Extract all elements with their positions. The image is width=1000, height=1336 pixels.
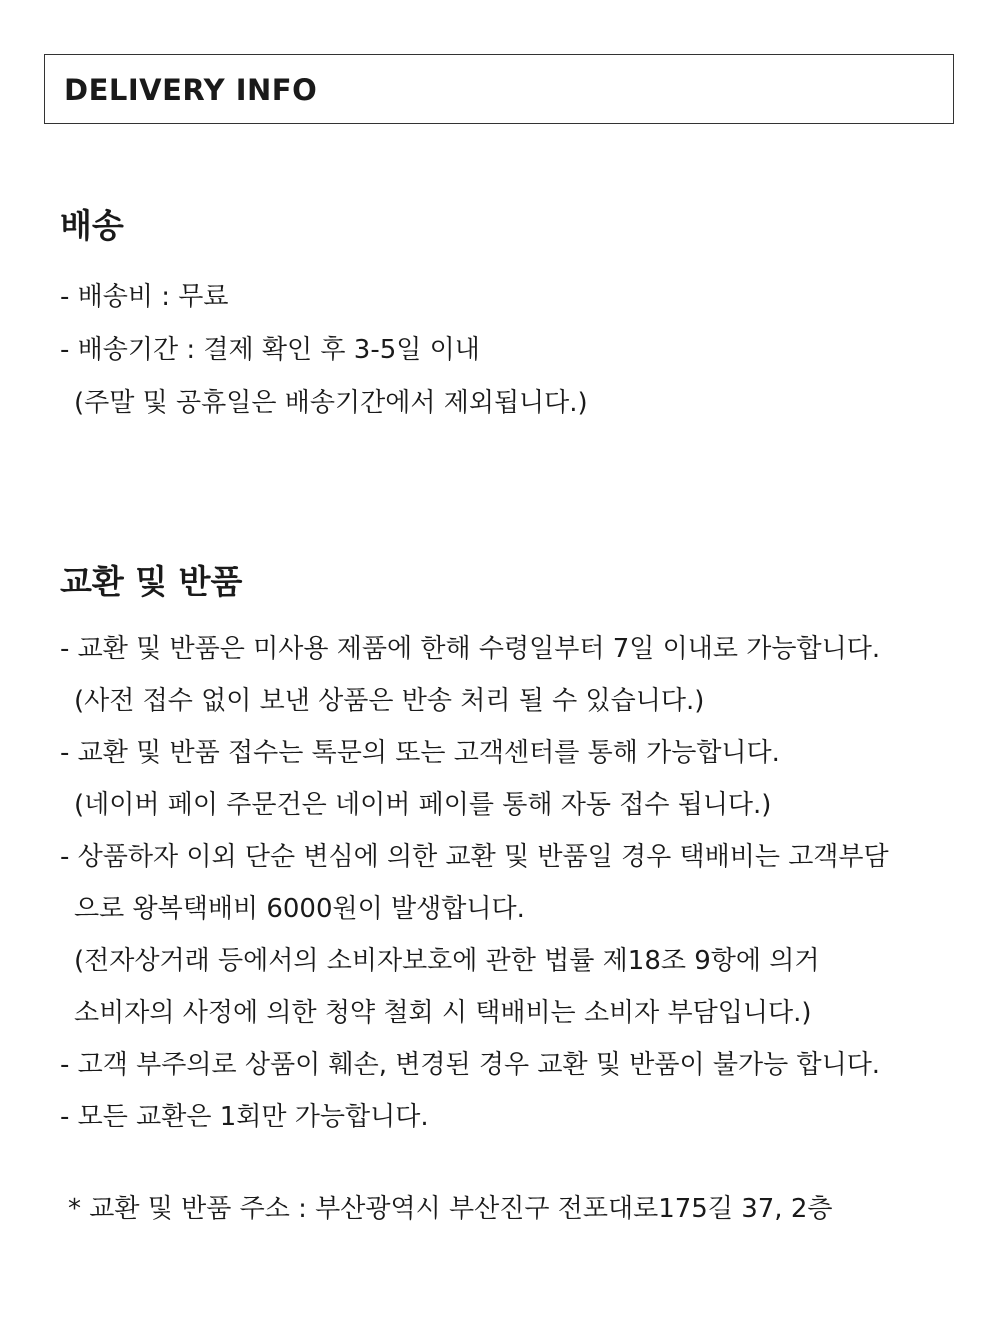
- shipping-period-line: - 배송기간 : 결제 확인 후 3-5일 이내: [60, 335, 480, 365]
- returns-line: (사전 접수 없이 보낸 상품은 반송 처리 될 수 있습니다.): [74, 686, 705, 716]
- shipping-period-note: (주말 및 공휴일은 배송기간에서 제외됩니다.): [74, 388, 588, 418]
- shipping-section-title: 배송: [60, 206, 124, 245]
- returns-line: - 교환 및 반품은 미사용 제품에 한해 수령일부터 7일 이내로 가능합니다.: [60, 634, 881, 664]
- delivery-info-header: [44, 54, 954, 124]
- returns-line: - 고객 부주의로 상품이 훼손, 변경된 경우 교환 및 반품이 불가능 합니다.: [60, 1050, 881, 1080]
- returns-line: - 교환 및 반품 접수는 톡문의 또는 고객센터를 통해 가능합니다.: [60, 738, 780, 768]
- returns-line: (전자상거래 등에서의 소비자보호에 관한 법률 제18조 9항에 의거: [74, 946, 820, 976]
- returns-line: 소비자의 사정에 의한 청약 철회 시 택배비는 소비자 부담입니다.): [74, 998, 812, 1028]
- returns-line: (네이버 페이 주문건은 네이버 페이를 통해 자동 접수 됩니다.): [74, 790, 772, 820]
- page-title: DELIVERY INFO: [64, 73, 318, 107]
- returns-line: - 상품하자 이외 단순 변심에 의한 교환 및 반품일 경우 택배비는 고객부담: [60, 842, 889, 872]
- returns-section-title: 교환 및 반품: [60, 562, 243, 601]
- returns-line: - 모든 교환은 1회만 가능합니다.: [60, 1102, 429, 1132]
- return-address: * 교환 및 반품 주소 : 부산광역시 부산진구 전포대로175길 37, 2층: [68, 1194, 833, 1224]
- shipping-fee-line: - 배송비 : 무료: [60, 282, 229, 312]
- returns-line: 으로 왕복택배비 6000원이 발생합니다.: [74, 894, 525, 924]
